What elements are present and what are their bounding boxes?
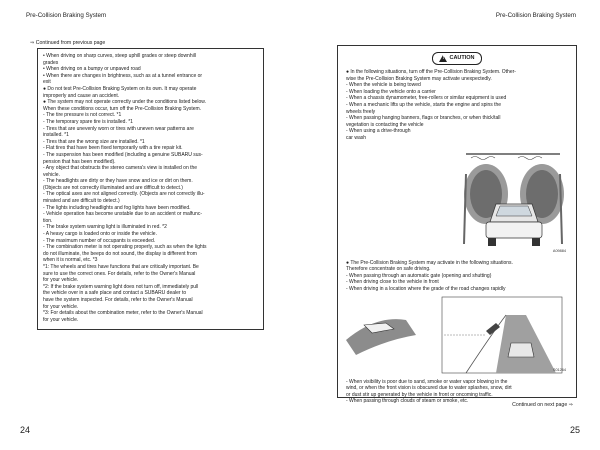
text-line: installed. *1 xyxy=(43,132,69,139)
text-line: - When loading the vehicle onto a carrier xyxy=(346,88,436,95)
text-line: - The combination meter is not operating properly, such as when the lights xyxy=(43,244,207,251)
text-line: for your vehicle. xyxy=(43,316,79,323)
text-line: - The suspension has been modified (including a genuine SUBARU sus- xyxy=(43,151,203,158)
text-line: - When visibility is poor due to sand, smoke or water vapor blowing in the xyxy=(346,378,508,385)
text-line: ● The Pre-Collision Braking System may activate in the following situations. xyxy=(346,259,513,266)
caution-label xyxy=(432,52,482,65)
text-line: car wash xyxy=(346,134,367,141)
left-warning-box xyxy=(37,48,264,330)
road-grade-illustration xyxy=(346,295,568,375)
text-line: wheels freely xyxy=(346,108,376,115)
text-line: do not illuminate, the beeps do not sound, the display is different from xyxy=(43,250,197,257)
caution-list-off xyxy=(346,69,568,142)
text-line: - The headlights are dirty or they have snow and ice or dirt on them. xyxy=(43,178,193,185)
text-line: wind, or when the front vision is obscured due to water splashes, snow, dirt xyxy=(346,385,512,392)
text-line: - When a chassis dynamometer, free-rollers or similar equipment is used xyxy=(346,95,507,102)
text-line: ● Do not test Pre-Collision Braking System on its own. It may operate xyxy=(43,85,197,92)
text-line: - The optical axes are not aligned correctly. (Objects are not correctly illu- xyxy=(43,191,205,198)
text-line: - The lights including headlights and fog lights have been modified. xyxy=(43,204,191,211)
text-line: - The temporary spare tire is installed. *1 xyxy=(43,118,133,125)
text-line: sure to use the correct ones. For details, refer to the Owner's Manual xyxy=(43,270,196,277)
text-line: or dust stir up generated by the vehicle in front or oncoming traffic. xyxy=(346,391,493,398)
text-line: for your vehicle. xyxy=(43,277,79,284)
right-page-number: 25 xyxy=(569,425,580,435)
text-line: have the system inspected. For details, refer to the Owner's Manual xyxy=(43,296,193,303)
text-line: for your vehicle. xyxy=(43,303,79,310)
road-grade-drawing xyxy=(346,295,568,375)
text-line: *2: If the brake system warning light does not turn off, immediately pull xyxy=(43,283,199,290)
text-line: (Objects are not correctly illuminated and are difficult to detect.) xyxy=(43,184,183,191)
continued-on-next-page: Continued on next page ⇒ xyxy=(512,402,573,408)
text-line: *1: The wheels and tires have functions that are critically important. Be xyxy=(43,264,199,270)
text-line: When these conditions occur, turn off the Pre-Collision Braking System. xyxy=(43,105,202,112)
warning-triangle-icon: ! xyxy=(439,55,447,62)
text-line: *3: For details about the combination meter, refer to the Owner's Manual xyxy=(43,310,203,317)
text-line: - Any object that obstructs the stereo camera's view is installed on the xyxy=(43,165,198,172)
continued-from-previous: ⇒ Continued from previous page xyxy=(30,40,106,46)
car-wash-drawing xyxy=(346,144,568,256)
text-line: - When passing through clouds of steam or smoke, etc. xyxy=(346,398,469,405)
caution-list-activate xyxy=(346,260,568,293)
text-line: the vehicle over in a safe place and contact a SUBARU dealer to xyxy=(43,290,187,297)
text-line: when it is normal, etc. *3 xyxy=(43,257,98,264)
right-page-header: Pre-Collision Braking System xyxy=(495,12,576,19)
text-line: - When passing hanging banners, flags or branches, or when thick/tall xyxy=(346,115,501,122)
left-page-header: Pre-Collision Braking System xyxy=(26,12,107,19)
car-wash-illustration xyxy=(346,144,568,256)
text-line: - The maximum number of occupants is exceeded. xyxy=(43,237,156,244)
text-line: • When driving on sharp curves, steep uphill grades or steep downhill xyxy=(43,53,196,59)
left-page-number: 24 xyxy=(20,425,31,435)
text-line: tion. xyxy=(43,217,53,224)
text-line: wise the Pre-Collision Braking System may activate unexpectedly. xyxy=(346,75,492,82)
caution-list-visibility xyxy=(346,379,568,405)
figure-code: A09884 xyxy=(552,248,566,253)
text-line: - When the vehicle is being towed xyxy=(346,82,421,89)
text-line: ● In the following situations, turn off the Pre-Collision Braking System. Other- xyxy=(346,69,516,75)
text-line: - When using a drive-through xyxy=(346,128,411,135)
text-line: vegetation is contacting the vehicle xyxy=(346,121,424,128)
text-line: grades xyxy=(43,59,59,66)
text-line: - When driving close to the vehicle in front xyxy=(346,279,439,286)
text-line: - Tires that are unevenly worn or tires with uneven wear patterns are xyxy=(43,125,194,132)
text-line: ● The system may not operate correctly under the conditions listed below. xyxy=(43,99,207,106)
text-line: - The tire pressure is not correct. *1 xyxy=(43,112,122,119)
text-line: pension that has been modified). xyxy=(43,158,116,165)
text-line: - When driving in a location where the grade of the road changes rapidly xyxy=(346,285,506,292)
text-line: - Flat tires that have been fixed temporarily with a tire repair kit. xyxy=(43,145,183,152)
text-line: • When there are changes in brightness, such as at a tunnel entrance or xyxy=(43,72,203,79)
text-line: - Vehicle operation has become unstable due to an accident or malfunc- xyxy=(43,211,202,218)
figure-code: S01264 xyxy=(552,367,566,372)
text-line: - When a mechanic lifts up the vehicle, starts the engine and spins the xyxy=(346,101,502,108)
text-line: - The brake system warning light is illuminated in red. *2 xyxy=(43,224,167,231)
text-line: - A heavy cargo is loaded onto or inside the vehicle. xyxy=(43,231,157,238)
text-line: vehicle. xyxy=(43,171,60,178)
text-line: - When passing through an automatic gate (opening and shutting) xyxy=(346,272,492,279)
text-line: exit xyxy=(43,79,51,86)
text-line: Therefore concentrate on safe driving. xyxy=(346,266,431,273)
text-line: - Tires that are the wrong size are installed. *1 xyxy=(43,138,145,145)
text-line: improperly and cause an accident. xyxy=(43,92,120,99)
text-line: • When driving on a bumpy or unpaved road xyxy=(43,66,141,73)
caution-text: CAUTION xyxy=(449,54,475,61)
text-line: minated and are difficult to detect.) xyxy=(43,198,120,205)
